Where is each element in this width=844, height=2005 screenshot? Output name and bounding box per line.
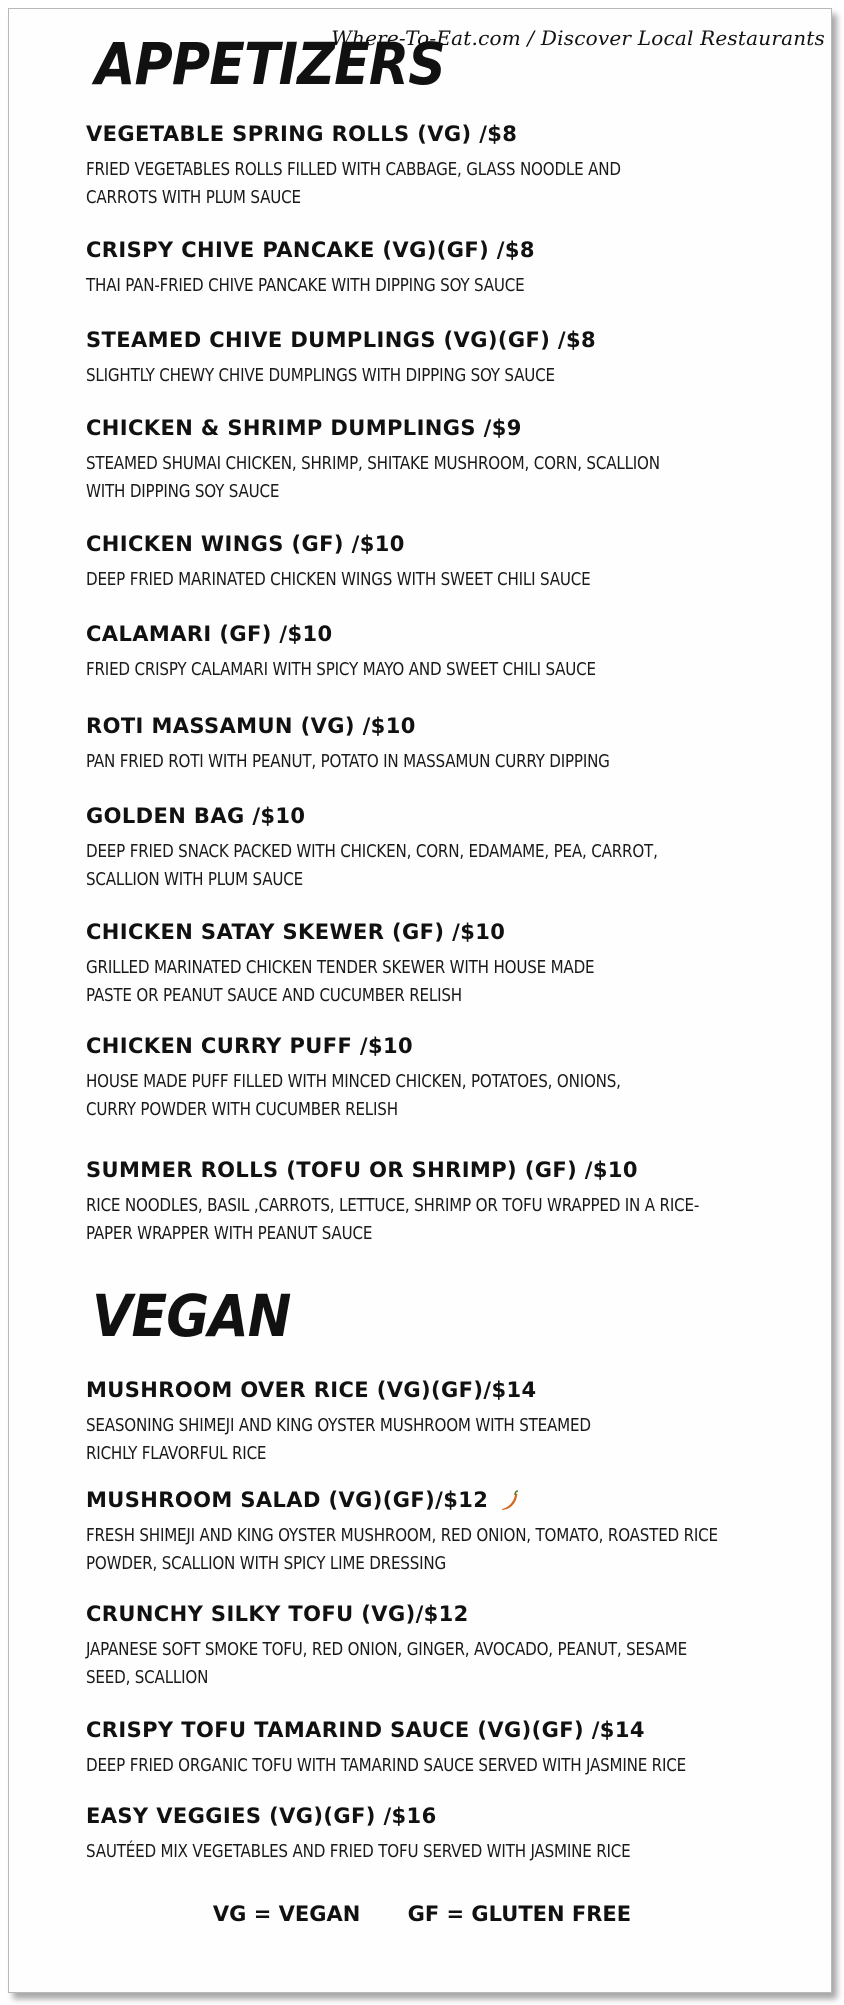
- item-description: GRILLED MARINATED CHICKEN TENDER SKEWER WITH HOUSE MADE PASTE OR PEANUT SAUCE AND CUCUMBER RELISH: [86, 958, 595, 1006]
- item-name: EASY VEGGIES (VG)(GF) /$16: [86, 1804, 437, 1828]
- vegan-title: VEGAN: [92, 1282, 291, 1350]
- item-name: CRISPY CHIVE PANCAKE (VG)(GF) /$8: [86, 238, 535, 262]
- item-description: DEEP FRIED MARINATED CHICKEN WINGS WITH SWEET CHILI SAUCE: [86, 570, 591, 590]
- watermark-text: Where-To-Eat.com / Discover Local Restaurants: [331, 26, 825, 50]
- item-name: SUMMER ROLLS (TOFU OR SHRIMP) (GF) /$10: [86, 1158, 638, 1182]
- item-description: SAUTÉED MIX VEGETABLES AND FRIED TOFU SERVED WITH JASMINE RICE: [86, 1842, 631, 1862]
- menu-item: [86, 1032, 746, 1124]
- item-description: SEASONING SHIMEJI AND KING OYSTER MUSHROOM WITH STEAMED RICHLY FLAVORFUL RICE: [86, 1416, 591, 1464]
- item-description: JAPANESE SOFT SMOKE TOFU, RED ONION, GINGER, AVOCADO, PEANUT, SESAME SEED, SCALLION: [86, 1640, 687, 1688]
- menu-item: [86, 1376, 746, 1468]
- appetizers-title: APPETIZERS: [95, 30, 445, 98]
- item-name: VEGETABLE SPRING ROLLS (VG) /$8: [86, 122, 518, 146]
- item-name: STEAMED CHIVE DUMPLINGS (VG)(GF) /$8: [86, 328, 597, 352]
- item-description: HOUSE MADE PUFF FILLED WITH MINCED CHICKEN, POTATOES, ONIONS, CURRY POWDER WITH CUCUMBER RELISH: [86, 1072, 621, 1120]
- chili-pepper-icon: [498, 1490, 520, 1512]
- item-name: [86, 1486, 746, 1514]
- menu-item: [86, 530, 746, 594]
- menu-item: [86, 120, 746, 212]
- item-name-text: MUSHROOM SALAD (VG)(GF)/$12: [86, 1488, 489, 1512]
- legend-vegan: VG = VEGAN: [212, 1902, 361, 1926]
- menu-item: [86, 1486, 746, 1578]
- menu-item: [86, 236, 746, 300]
- item-description: SLIGHTLY CHEWY CHIVE DUMPLINGS WITH DIPPING SOY SAUCE: [86, 366, 555, 386]
- item-name: MUSHROOM OVER RICE (VG)(GF)/$14: [86, 1378, 537, 1402]
- item-description: STEAMED SHUMAI CHICKEN, SHRIMP, SHITAKE MUSHROOM, CORN, SCALLION WITH DIPPING SOY SAUCE: [86, 454, 660, 502]
- item-name: ROTI MASSAMUN (VG) /$10: [86, 714, 416, 738]
- item-name: CALAMARI (GF) /$10: [86, 622, 333, 646]
- menu-item: [86, 802, 746, 894]
- item-name: GOLDEN BAG /$10: [86, 804, 306, 828]
- item-description: DEEP FRIED SNACK PACKED WITH CHICKEN, CORN, EDAMAME, PEA, CARROT, SCALLION WITH PLUM SAUCE: [86, 842, 658, 890]
- menu-item: [86, 620, 746, 684]
- item-name: CHICKEN CURRY PUFF /$10: [86, 1034, 414, 1058]
- item-description: DEEP FRIED ORGANIC TOFU WITH TAMARIND SAUCE SERVED WITH JASMINE RICE: [86, 1756, 686, 1776]
- item-description: FRIED CRISPY CALAMARI WITH SPICY MAYO AND SWEET CHILI SAUCE: [86, 660, 596, 680]
- item-description: RICE NOODLES, BASIL ,CARROTS, LETTUCE, SHRIMP OR TOFU WRAPPED IN A RICE-PAPER WRAPPER WITH PEANUT SAUCE: [86, 1196, 700, 1244]
- menu-item: [86, 1716, 746, 1780]
- item-name: CHICKEN WINGS (GF) /$10: [86, 532, 405, 556]
- menu-item: [86, 1802, 746, 1866]
- menu-item: [86, 1156, 746, 1248]
- item-description: FRESH SHIMEJI AND KING OYSTER MUSHROOM, RED ONION, TOMATO, ROASTED RICE POWDER, SCALLION WITH SPICY LIME DRESSING: [86, 1526, 718, 1574]
- menu-item: [86, 712, 746, 776]
- item-description: FRIED VEGETABLES ROLLS FILLED WITH CABBAGE, GLASS NOODLE AND CARROTS WITH PLUM SAUCE: [86, 160, 621, 208]
- menu-item: [86, 1600, 746, 1692]
- legend: [0, 1902, 844, 1926]
- menu-item: [86, 918, 746, 1010]
- item-description: THAI PAN-FRIED CHIVE PANCAKE WITH DIPPING SOY SAUCE: [86, 276, 525, 296]
- item-name: CRISPY TOFU TAMARIND SAUCE (VG)(GF) /$14: [86, 1718, 645, 1742]
- item-name: CHICKEN SATAY SKEWER (GF) /$10: [86, 920, 506, 944]
- item-description: PAN FRIED ROTI WITH PEANUT, POTATO IN MASSAMUN CURRY DIPPING: [86, 752, 610, 772]
- item-name: CHICKEN & SHRIMP DUMPLINGS /$9: [86, 416, 522, 440]
- item-name: CRUNCHY SILKY TOFU (VG)/$12: [86, 1602, 469, 1626]
- menu-item: [86, 326, 746, 390]
- legend-gluten-free: GF = GLUTEN FREE: [407, 1902, 632, 1926]
- menu-item: [86, 414, 746, 506]
